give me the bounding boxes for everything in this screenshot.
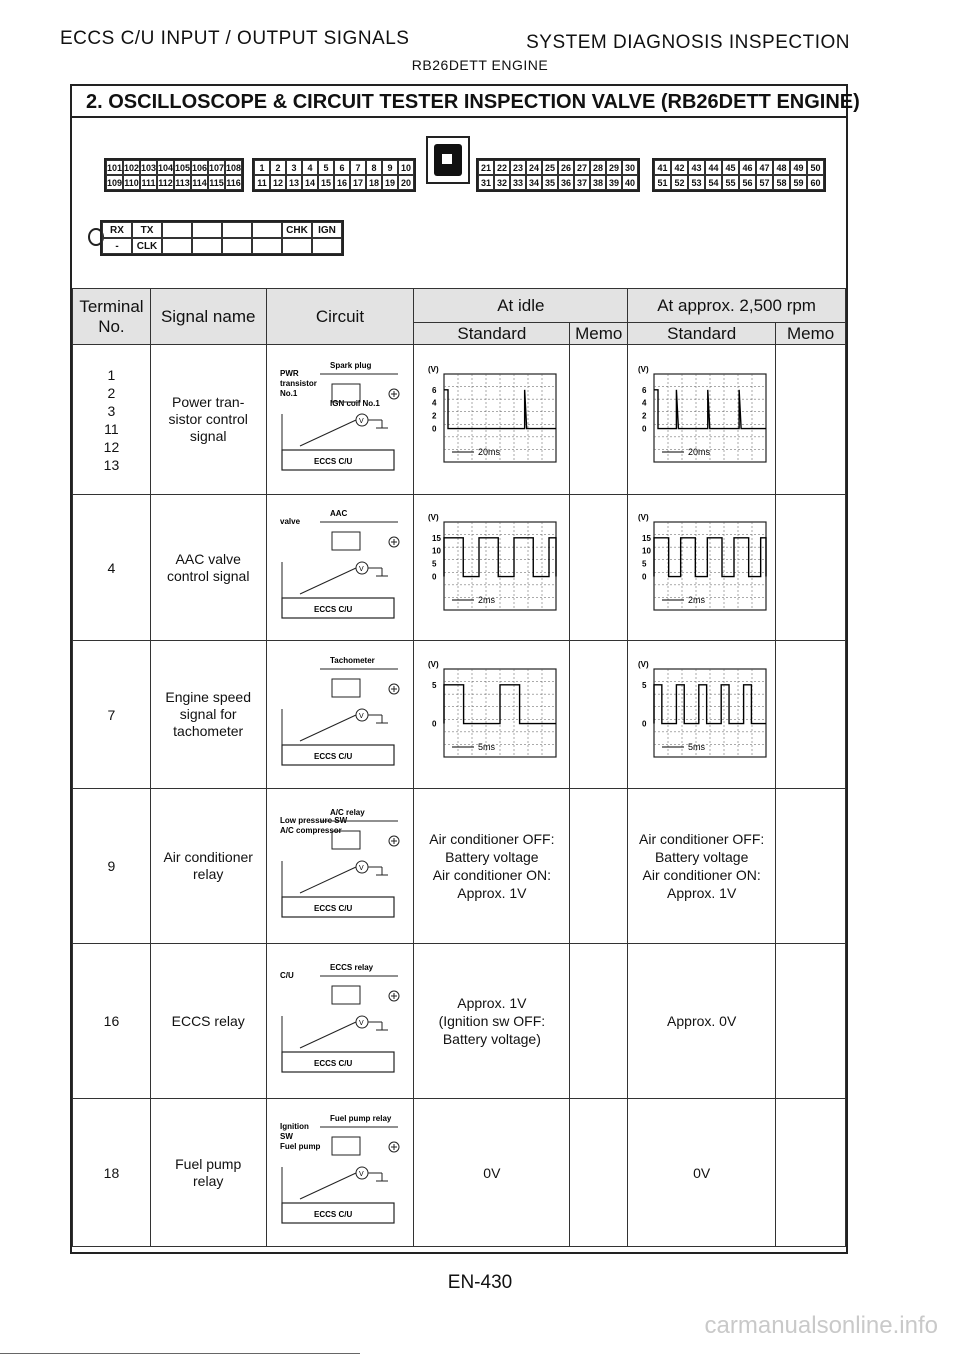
voltmeter-icon: V: [358, 864, 364, 872]
scope-tick: 4: [641, 398, 647, 408]
pin-10: 10: [398, 160, 414, 175]
pin-116: 116: [225, 175, 242, 190]
pin-25: 25: [542, 160, 558, 175]
scope-unit-label: (V): [637, 659, 649, 669]
scope-unit-label: (V): [427, 512, 439, 522]
pin-111: 111: [140, 175, 157, 190]
pin-5: 5: [318, 160, 334, 175]
eccs-box-label: ECCS C/U: [313, 605, 353, 614]
idle-memo-cell: [570, 641, 628, 789]
idle-standard-cell: [414, 495, 570, 641]
signal-cell: Air conditioner relay: [150, 789, 266, 944]
scope-time-label: 2ms: [477, 594, 495, 605]
pin-53: 53: [688, 175, 705, 190]
scope-tick: 0: [431, 719, 437, 729]
pin-IGN: IGN: [312, 222, 342, 238]
th-rpm-standard: Standard: [628, 323, 776, 345]
pin-115: 115: [208, 175, 225, 190]
scope-tick: 6: [641, 385, 647, 395]
scope-tick: 5: [431, 680, 437, 690]
pin-31: 31: [478, 175, 494, 190]
terminal-cell: 18: [73, 1099, 151, 1247]
header-left: ECCS C/U INPUT / OUTPUT SIGNALS: [60, 28, 410, 49]
pin-59: 59: [790, 175, 807, 190]
circuit-label-a: Spark plug: [329, 361, 372, 370]
pin-blank: [222, 238, 252, 254]
pin-17: 17: [350, 175, 366, 190]
eccs-box-label: ECCS C/U: [313, 752, 353, 761]
pin-blank: [252, 222, 282, 238]
circuit-label-b: valve: [279, 517, 300, 526]
pin-38: 38: [590, 175, 606, 190]
scope-rpm: [632, 653, 772, 773]
table-row: [73, 345, 846, 495]
pin-14: 14: [302, 175, 318, 190]
th-circuit: Circuit: [266, 289, 414, 345]
idle-memo-cell: [570, 1099, 628, 1247]
rpm-memo-cell: [776, 1099, 846, 1247]
pin-39: 39: [606, 175, 622, 190]
circuit-label-c: SW: [279, 1132, 293, 1141]
bottom-rule: [0, 1353, 360, 1354]
scope-tick: 0: [641, 572, 647, 582]
scope-unit-label: (V): [427, 364, 439, 374]
scope-tick: 10: [431, 546, 441, 556]
pin-24: 24: [526, 160, 542, 175]
pin-46: 46: [739, 160, 756, 175]
circuit-label-c: transistor: [279, 379, 317, 388]
pin-blank: [162, 238, 192, 254]
circuit-diagram: [270, 354, 410, 482]
circuit-diagram: [270, 502, 410, 630]
pin-21: 21: [478, 160, 494, 175]
terminal-cell: 1 2 3 11 12 13: [73, 345, 151, 495]
th-idle-standard: Standard: [414, 323, 570, 345]
pin-CLK: CLK: [132, 238, 162, 254]
connector-mid: [252, 158, 416, 192]
terminal-cell: 4: [73, 495, 151, 641]
scope-tick: 15: [431, 533, 441, 543]
eccs-box-label: ECCS C/U: [313, 1210, 353, 1219]
pin-32: 32: [494, 175, 510, 190]
pin-50: 50: [807, 160, 824, 175]
connector-right2: [652, 158, 826, 192]
rpm-memo-cell: [776, 345, 846, 495]
scope-tick: 0: [641, 719, 647, 729]
pin-blank: [222, 222, 252, 238]
circuit-diagram: [270, 801, 410, 929]
circuit-label-a: A/C relay: [329, 807, 365, 817]
pin-45: 45: [722, 160, 739, 175]
scope-idle: [422, 358, 562, 478]
pin-108: 108: [225, 160, 242, 175]
idle-standard-cell: Air conditioner OFF: Battery voltage Air conditioner ON: Approx. 1V: [414, 789, 570, 944]
pin-114: 114: [191, 175, 208, 190]
pin-107: 107: [208, 160, 225, 175]
pin-22: 22: [494, 160, 510, 175]
scope-tick: 6: [431, 385, 437, 395]
pin-19: 19: [382, 175, 398, 190]
voltmeter-icon: V: [358, 1019, 364, 1027]
idle-standard-cell: [414, 641, 570, 789]
pin-52: 52: [671, 175, 688, 190]
circuit-label-a: AAC: [329, 509, 348, 518]
header-engine: RB26DETT ENGINE: [411, 57, 549, 73]
rpm-standard-cell: [628, 641, 776, 789]
pin-12: 12: [270, 175, 286, 190]
scope-unit-label: (V): [637, 364, 649, 374]
voltmeter-icon: V: [358, 418, 364, 425]
pin-103: 103: [140, 160, 157, 175]
pin-112: 112: [157, 175, 174, 190]
idle-standard-cell: [414, 345, 570, 495]
signal-cell: Power tran- sistor control signal: [150, 345, 266, 495]
rpm-memo-cell: [776, 641, 846, 789]
pin-36: 36: [558, 175, 574, 190]
scope-tick: 2: [431, 411, 437, 421]
pin-101: 101: [106, 160, 123, 175]
pin-49: 49: [790, 160, 807, 175]
scope-tick: 2: [641, 411, 647, 421]
pin-43: 43: [688, 160, 705, 175]
pin-7: 7: [350, 160, 366, 175]
pin-28: 28: [590, 160, 606, 175]
circuit-diagram: [270, 649, 410, 777]
circuit-label-a: Tachometer: [329, 656, 375, 665]
pin-blank: [252, 238, 282, 254]
pin-110: 110: [123, 175, 140, 190]
pin-60: 60: [807, 175, 824, 190]
scope-tick: 5: [641, 680, 647, 690]
pin-8: 8: [366, 160, 382, 175]
idle-memo-cell: [570, 345, 628, 495]
pin-blank: [192, 238, 222, 254]
voltmeter-icon: V: [358, 713, 364, 720]
circuit-label-e: IGN coil No.1: [329, 399, 380, 408]
pin-18: 18: [366, 175, 382, 190]
circuit-cell: [266, 789, 414, 944]
th-signal: Signal name: [150, 289, 266, 345]
eccs-box-label: ECCS C/U: [313, 457, 353, 466]
idle-memo-cell: [570, 944, 628, 1099]
scope-unit-label: (V): [637, 512, 649, 522]
pin-105: 105: [174, 160, 191, 175]
rpm-memo-cell: [776, 495, 846, 641]
pin-CHK: CHK: [282, 222, 312, 238]
circuit-label-d: No.1: [279, 389, 298, 398]
pin--: -: [102, 238, 132, 254]
scope-tick: 15: [641, 533, 651, 543]
inspection-frame: [70, 84, 860, 1254]
scope-rpm: [632, 358, 772, 478]
pin-58: 58: [773, 175, 790, 190]
terminal-cell: 7: [73, 641, 151, 789]
th-terminal: Terminal No.: [73, 289, 151, 345]
voltmeter-icon: V: [358, 1171, 364, 1178]
pin-blank: [282, 238, 312, 254]
connector-right1: [476, 158, 640, 192]
circuit-label-c: A/C compressor: [279, 825, 342, 835]
pin-34: 34: [526, 175, 542, 190]
rpm-standard-cell: [628, 495, 776, 641]
header-right: SYSTEM DIAGNOSIS INSPECTION: [526, 32, 850, 53]
pin-35: 35: [542, 175, 558, 190]
scope-time-label: 20ms: [687, 446, 710, 457]
signal-cell: AAC valve control signal: [150, 495, 266, 641]
terminal-cell: 9: [73, 789, 151, 944]
pin-9: 9: [382, 160, 398, 175]
circuit-diagram: [270, 956, 410, 1084]
watermark: carmanualsonline.info: [704, 1312, 938, 1339]
connector-left: [104, 158, 244, 192]
pin-51: 51: [654, 175, 671, 190]
pin-4: 4: [302, 160, 318, 175]
th-idle: At idle: [414, 289, 628, 323]
pin-55: 55: [722, 175, 739, 190]
circuit-cell: [266, 944, 414, 1099]
pin-57: 57: [756, 175, 773, 190]
scope-tick: 0: [431, 572, 437, 582]
idle-standard-cell: 0V: [414, 1099, 570, 1247]
circuit-label-d: Fuel pump: [279, 1142, 321, 1151]
idle-memo-cell: [570, 789, 628, 944]
circuit-label-a: Fuel pump relay: [329, 1114, 392, 1123]
pin-41: 41: [654, 160, 671, 175]
pin-30: 30: [622, 160, 638, 175]
pin-blank: [162, 222, 192, 238]
pin-56: 56: [739, 175, 756, 190]
scope-idle: [422, 506, 562, 626]
circuit-cell: [266, 495, 414, 641]
circuit-cell: [266, 641, 414, 789]
scope-rpm: [632, 506, 772, 626]
rpm-memo-cell: [776, 944, 846, 1099]
pin-42: 42: [671, 160, 688, 175]
pin-26: 26: [558, 160, 574, 175]
pin-106: 106: [191, 160, 208, 175]
rpm-standard-cell: Air conditioner OFF: Battery voltage Air conditioner ON: Approx. 1V: [628, 789, 776, 944]
circuit-cell: [266, 1099, 414, 1247]
scope-time-label: 20ms: [477, 446, 500, 457]
pin-102: 102: [123, 160, 140, 175]
eccs-box-label: ECCS C/U: [313, 903, 353, 913]
rpm-standard-cell: [628, 345, 776, 495]
connector-key-icon: [426, 136, 470, 184]
terminal-cell: 16: [73, 944, 151, 1099]
pin-113: 113: [174, 175, 191, 190]
pin-48: 48: [773, 160, 790, 175]
pin-40: 40: [622, 175, 638, 190]
scope-waveform: [444, 684, 556, 723]
pin-16: 16: [334, 175, 350, 190]
pin-109: 109: [106, 175, 123, 190]
table-row: [73, 495, 846, 641]
scope-tick: 4: [431, 398, 437, 408]
connector-small: [100, 220, 344, 256]
circuit-label-b: C/U: [279, 970, 294, 980]
pin-blank: [312, 238, 342, 254]
pin-29: 29: [606, 160, 622, 175]
pin-47: 47: [756, 160, 773, 175]
rpm-standard-cell: Approx. 0V: [628, 944, 776, 1099]
circuit-label-b: Ignition: [279, 1122, 309, 1131]
pin-104: 104: [157, 160, 174, 175]
circuit-label-a: ECCS relay: [329, 962, 374, 972]
table-row: [73, 641, 846, 789]
signal-cell: Engine speed signal for tachometer: [150, 641, 266, 789]
pin-13: 13: [286, 175, 302, 190]
pin-1: 1: [254, 160, 270, 175]
pin-6: 6: [334, 160, 350, 175]
eccs-box-label: ECCS C/U: [313, 1058, 353, 1068]
scope-time-label: 2ms: [687, 594, 705, 605]
th-rpm-memo: Memo: [776, 323, 846, 345]
table-row: [73, 1099, 846, 1247]
scope-time-label: 5ms: [687, 741, 705, 752]
pin-23: 23: [510, 160, 526, 175]
pin-37: 37: [574, 175, 590, 190]
signal-table: [72, 288, 846, 1247]
scope-tick: 5: [431, 559, 437, 569]
pin-27: 27: [574, 160, 590, 175]
idle-standard-cell: Approx. 1V (Ignition sw OFF: Battery voltage): [414, 944, 570, 1099]
idle-memo-cell: [570, 495, 628, 641]
table-row: [73, 944, 846, 1099]
rpm-memo-cell: [776, 789, 846, 944]
pin-blank: [192, 222, 222, 238]
signal-cell: ECCS relay: [150, 944, 266, 1099]
th-rpm: At approx. 2,500 rpm: [628, 289, 846, 323]
pin-54: 54: [705, 175, 722, 190]
pin-2: 2: [270, 160, 286, 175]
pin-15: 15: [318, 175, 334, 190]
circuit-label-b: PWR: [279, 369, 299, 378]
table-row: [73, 789, 846, 944]
pin-33: 33: [510, 175, 526, 190]
scope-tick: 5: [641, 559, 647, 569]
pin-20: 20: [398, 175, 414, 190]
circuit-diagram: [270, 1107, 410, 1235]
th-idle-memo: Memo: [570, 323, 628, 345]
pin-TX: TX: [132, 222, 162, 238]
signal-cell: Fuel pump relay: [150, 1099, 266, 1247]
scope-unit-label: (V): [427, 659, 439, 669]
pin-3: 3: [286, 160, 302, 175]
circuit-label-b: Low pressure SW: [279, 815, 348, 825]
scope-time-label: 5ms: [477, 741, 495, 752]
page-number: EN-430: [447, 1272, 513, 1293]
scope-idle: [422, 653, 562, 773]
section-title: 2. OSCILLOSCOPE & CIRCUIT TESTER INSPECTION VALVE (RB26DETT ENGINE): [72, 86, 846, 118]
scope-tick: 0: [431, 424, 437, 434]
pin-44: 44: [705, 160, 722, 175]
rpm-standard-cell: 0V: [628, 1099, 776, 1247]
scope-tick: 0: [641, 424, 647, 434]
pin-11: 11: [254, 175, 270, 190]
scope-tick: 10: [641, 546, 651, 556]
pin-RX: RX: [102, 222, 132, 238]
voltmeter-icon: V: [358, 566, 364, 573]
circuit-cell: [266, 345, 414, 495]
